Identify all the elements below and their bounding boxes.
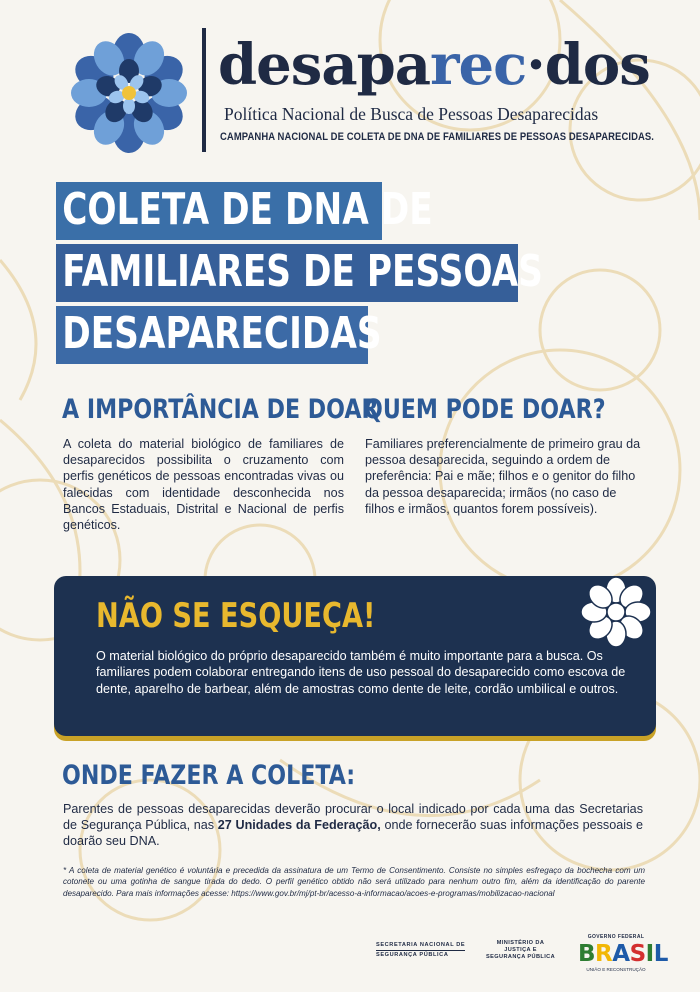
onde-text [63, 801, 643, 850]
reminder-heading: NÃO SE ESQUEÇA! [96, 596, 376, 636]
reminder-box [54, 576, 656, 736]
flower-logo-icon [68, 32, 190, 154]
brand-part-3: ·dos [526, 32, 650, 98]
senasp-line-1: SECRETARIA NACIONAL DE [376, 942, 466, 948]
brand-part-1: desapa [218, 32, 431, 98]
title-line-1 [56, 182, 433, 240]
senasp-line-2: SEGURANÇA PÚBLICA [376, 952, 449, 958]
mjsp-line-3: SEGURANÇA PÚBLICA [486, 954, 556, 960]
title-text-3: DESAPARECIDAS [62, 308, 382, 359]
flower-icon [580, 576, 652, 648]
senasp-logo [376, 942, 465, 959]
mjsp-line-2: JUSTIÇA E [504, 947, 537, 953]
title-text-2: FAMILIARES DE PESSOAS [62, 246, 543, 297]
mjsp-logo [486, 940, 555, 961]
policy-subtitle: Política Nacional de Busca de Pessoas Desaparecidas [224, 104, 599, 124]
importancia-text: A coleta do material biológico de familiares de desaparecidos possibilita o cruzamento com perfis genéticos de pessoas encontradas vivas ou falecidas com identidade desconhecida nos Bancos Estaduais, Distrital e Nacional de perfis genéticos. [63, 437, 344, 533]
campaign-subtitle: CAMPANHA NACIONAL DE COLETA DE DNA DE FAMILIARES DE PESSOAS DESAPARECIDAS. [220, 131, 655, 143]
gov-brasil-wordmark: BRASIL [578, 941, 668, 967]
footnote: * A coleta de material genético é voluntária e precedida da assinatura de um Termo de Consentimento. Consiste no simples esfregaço da bochecha com um cotonete ou uma gotinha de sangue tirada do dedo. O perfil genético obtido não será utilizado para nenhum outro fim, além da identificação do parente desaparecido. Para mais informações acesse: https://www.gov.br/mj/pt-br/acesso-a-informacao/acoes-e-programas/mobilizacao-nacional [63, 866, 645, 898]
brand-part-2: rec [430, 32, 527, 98]
reminder-text: O material biológico do próprio desaparecido também é muito importante para a busca. Os familiares podem colaborar entregando itens de uso pessoal do desaparecido como escova de dente, aparelho de barbear, além de amostras como dente de leite, cordão umbilical e outros. [96, 649, 626, 696]
governo-federal-logo [576, 934, 668, 976]
mjsp-line-1: MINISTÉRIO DA [496, 940, 545, 946]
header-divider [202, 28, 206, 152]
onde-heading: ONDE FAZER A COLETA: [62, 760, 356, 791]
importancia-heading: A IMPORTÂNCIA DE DOAR [62, 394, 379, 425]
onde-text-start: Parentes de pessoas desaparecidas deverão procurar o local indicado por cada uma das Secretarias de Segurança Pública, nas [63, 802, 643, 833]
title-text-1: COLETA DE DNA DE [62, 184, 433, 235]
gov-label: GOVERNO FEDERAL [587, 934, 645, 940]
quem-text: Familiares preferencialmente de primeiro grau da pessoa desaparecida, seguindo a ordem de preferência: Pai e mãe; filhos e o genitor do filho da pessoa desaparecida; irmãos (no caso de filhos e irmãos, quantos forem possíveis). [365, 437, 641, 516]
title-line-2 [56, 244, 543, 302]
senasp-rule [376, 950, 465, 951]
brand-logotype [218, 30, 650, 100]
title-line-3 [56, 306, 382, 364]
onde-text-bold: 27 Unidades da Federação, [217, 818, 381, 833]
gov-slogan: UNIÃO E RECONSTRUÇÃO [586, 967, 646, 972]
quem-heading: QUEM PODE DOAR? [364, 394, 606, 425]
onde-text-end: onde fornecerão suas informações pessoais e doarão seu DNA. [63, 818, 644, 849]
